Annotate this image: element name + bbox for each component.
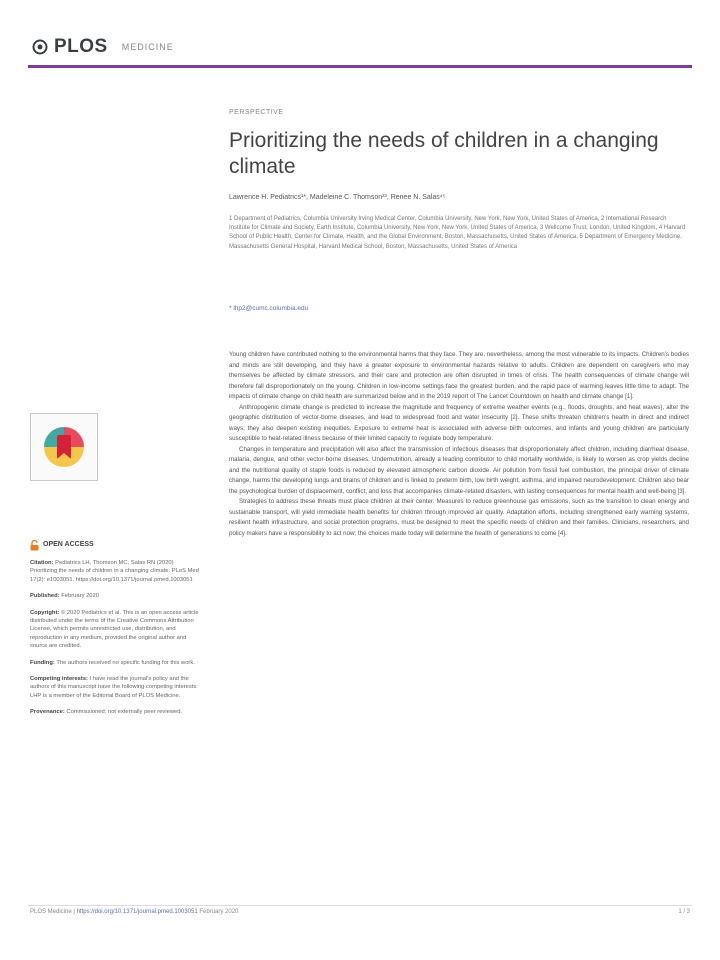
page-footer (30, 909, 690, 915)
footer-date: February 2020 (199, 909, 239, 915)
affiliations: 1 Department of Pediatrics, Columbia University Irving Medical Center, Columbia University, New York, New York, United States of America, 2 International Research Institute for Climate and Society, Earth Institute, Columbia University, New York, New York, United States of America, 3 Wellcome Trust, London, United Kingdom, 4 Harvard School of Public Health, Center for Climate, Health, and the Global Environment, Boston, Massachusetts, United States of America, 5 Department of Emergency Medicine, Massachusetts General Hospital, Harvard Medical School, Boston, Massachusetts, United States of America (229, 216, 686, 250)
brand-name: PLOS (54, 36, 108, 57)
side-label: Provenance: (30, 709, 65, 716)
body-paragraph: Changes in temperature and precipitation will also affect the transmission of infectious diseases that disproportionately affect children, including diarrheal disease, malaria, dengue, and other vector-borne diseases. Undernutrition, already a leading contributor to child mortality worldwide, is likely to worsen as crop yields decline and the nutritional quality of staple foods is reduced by elevated atmospheric carbon dioxide. Air pollution from fossil fuel combustion, the principal driver of climate change, harms the developing lungs and brains of children and is linked to preterm birth, low birth weight, asthma, and impaired neurodevelopment. Children also bear the psychological burden of displacement, conflict, and loss that accompanies climate-related disasters, with lasting consequences for mental health and well-being [3]. (229, 445, 689, 495)
side-text: Pediatrics LH, Thomson MC, Salas RN (2020) Prioritizing the needs of children in a changing climate. PLoS Med 17(2): e1003051. https://doi.org/10.1371/journal.pmed.1003051 (30, 560, 199, 583)
footer-citation (30, 909, 238, 915)
side-label: Competing interests: (30, 676, 88, 683)
side-text: February 2020 (61, 593, 99, 600)
crossmark-icon (41, 424, 87, 470)
article-body (229, 350, 689, 539)
provenance-block (30, 708, 200, 716)
body-paragraph: Strategies to address these threats must place children at their center. Measures to reduce greenhouse gas emissions, such as the transition to clean energy and sustainable transport, will yield immediate health benefits for children through improved air quality. Adaptation efforts, including strengthened early warning systems, resilient health infrastructure, and social protection programs, must be designed to meet the specific needs of children and their families. Clinicians, researchers, and policy makers have a responsibility to act now; the choices made today will determine the health of generations to come [4]. (229, 498, 689, 537)
correspondence-email[interactable]: * lhp2@cumc.columbia.edu (229, 305, 309, 312)
author-list: Lawrence H. Pediatrics¹*, Madeleine C. Thomson²³, Renee N. Salas⁴⁵ (229, 194, 446, 201)
check-for-updates-badge[interactable] (30, 413, 98, 481)
article-title: Prioritizing the needs of children in a changing climate (229, 129, 659, 178)
footer-journal: PLOS Medicine | (30, 909, 75, 915)
copyright-block (30, 609, 200, 651)
plos-logo[interactable] (32, 36, 174, 58)
side-label: Citation: (30, 560, 54, 566)
plos-logo-icon (32, 39, 48, 55)
competing-interests-block (30, 675, 200, 700)
footer-rule (28, 905, 692, 906)
published-block (30, 592, 200, 600)
footer-doi-link[interactable]: https://doi.org/10.1371/journal.pmed.1003051 (76, 909, 198, 915)
open-access-text: OPEN ACCESS (43, 541, 94, 549)
open-lock-icon (30, 540, 39, 551)
side-text: The authors received no specific funding for this work. (56, 659, 195, 666)
side-text: Commissioned; not externally peer reviewed. (66, 709, 183, 716)
side-label: Copyright: (30, 609, 60, 616)
side-text: © 2020 Pediatrics et al. This is an open access article distributed under the terms of the Creative Commons Attribution License, which permits unrestricted use, distribution, and reproduction in any medium, provided the original author and source are credited. (30, 609, 199, 650)
body-paragraph: Anthropogenic climate change is predicted to increase the magnitude and frequency of extreme weather events (e.g., floods, droughts, and heat waves), alter the geographic distribution of vector-borne diseases, and lead to widespread food and water insecurity [2]. These shifts threaten children's health in direct and indirect ways; they also deepen existing inequities. Exposure to extreme heat is associated with adverse birth outcomes, and infants and young children are particularly susceptible to heat-related illness because of their limited capacity to regulate body temperature. (229, 403, 689, 442)
journal-name: MEDICINE (121, 42, 174, 52)
open-access-label (30, 540, 200, 551)
side-text: I have read the journal's policy and the authors of this manuscript have the following competing interests: LHP is a member of the Editorial Board of PLOS Medicine. (30, 676, 198, 699)
side-label: Funding: (30, 659, 55, 666)
article-type: PERSPECTIVE (229, 109, 284, 116)
article-sidebar (30, 540, 200, 725)
header-rule (28, 65, 692, 68)
citation-block (30, 559, 200, 584)
body-paragraph: Young children have contributed nothing to the environmental harms that they face. They are, nevertheless, among the most vulnerable to its impacts. Children's bodies and minds are still developing, and they have a greater exposure to environmental hazards relative to adults. Children are dependent on caregivers who may themselves be affected by climate stressors, and their care and protection are often disrupted in times of crisis. The health consequences of climate change will therefore fall disproportionately on the young. Children in low-income settings face the greatest burden, and the rapid pace of warming leaves little time to adapt. The impacts of climate change on child health are summarized below and in the 2019 report of The Lancet Countdown on health and climate change [1]. (229, 351, 689, 400)
side-label: Published: (30, 593, 60, 600)
funding-block (30, 659, 200, 667)
page-number: 1 / 3 (678, 909, 690, 915)
